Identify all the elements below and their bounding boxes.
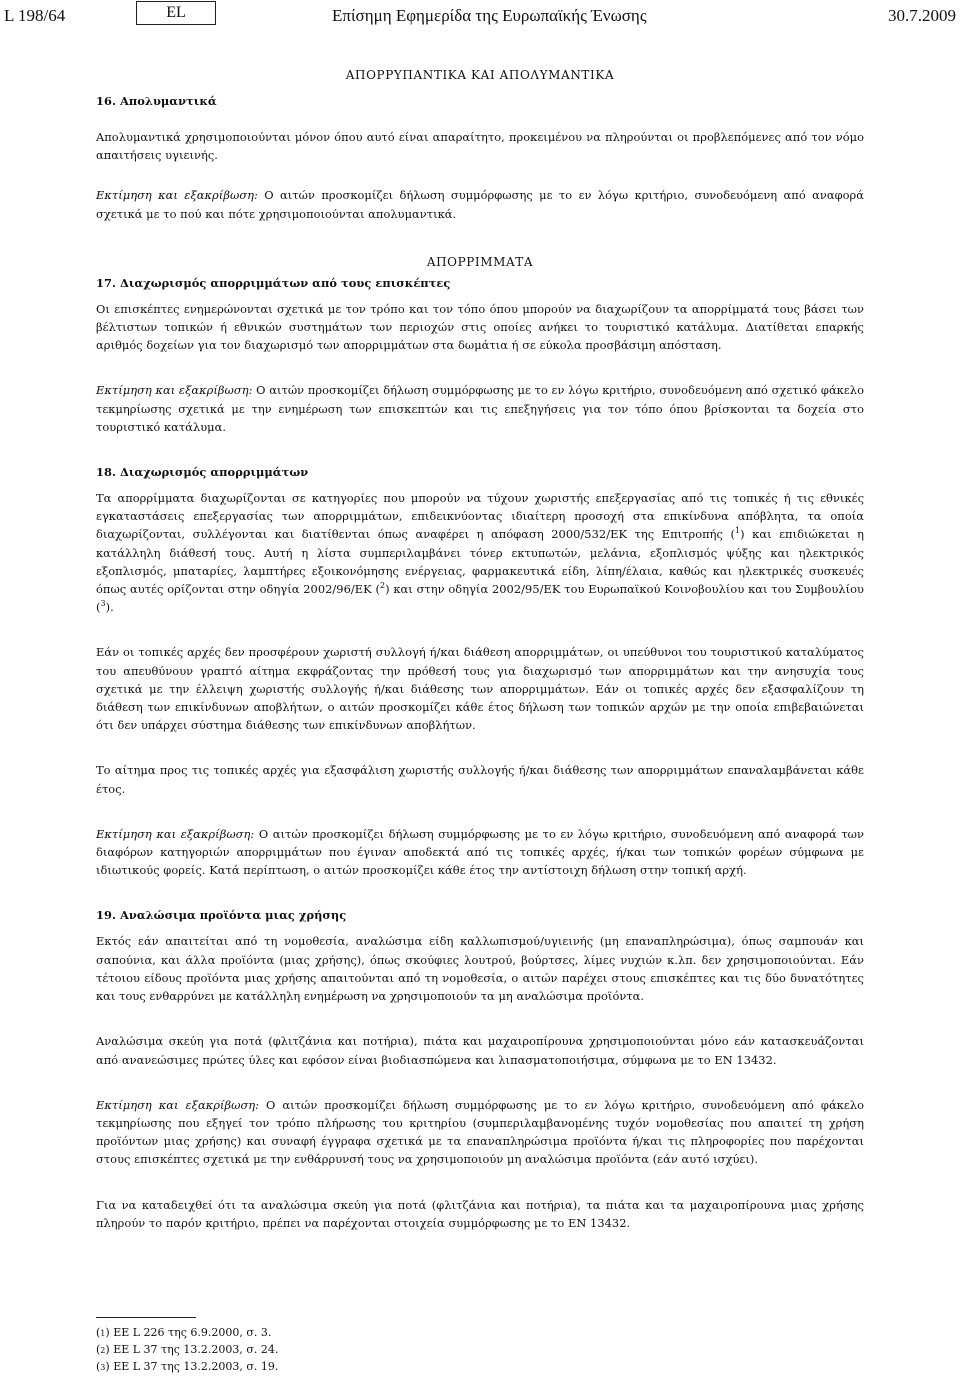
assessment-label: Εκτίμηση και εξακρίβωση: [96,383,253,398]
section-18-paragraph-3: Το αίτημα προς τις τοπικές αρχές για εξασφάλιση χωριστής συλλογής ή/και διάθεσης των απορριμμάτων επαναλαμβάνεται κάθε έτος. [96,763,864,796]
assessment-label: Εκτίμηση και εξακρίβωση: [96,826,255,841]
section-16-assessment [96,186,864,222]
section-18-title: 18. Διαχωρισμός απορριμμάτων [96,465,309,480]
paragraph-text: ) και στην οδηγία 2002/95/ΕΚ του Ευρωπαϊκού Κοινοβουλίου και του Συμβουλίου ( [96,582,864,615]
section-heading-detergents: ΑΠΟΡΡΥΠΑΝΤΙΚΑ ΚΑΙ ΑΠΟΛΥΜΑΝΤΙΚΑ [345,68,615,82]
footnote-divider [96,1317,196,1318]
section-17-assessment [96,381,864,436]
section-19-title: 19. Αναλώσιμα προϊόντα μιας χρήσης [96,908,347,923]
language-code-box: EL [136,1,216,25]
section-heading-waste: ΑΠΟΡΡΙΜΜΑΤΑ [426,254,534,269]
section-16-title: 16. Απολυμαντικά [96,94,217,108]
section-18-assessment [96,825,864,880]
assessment-label: Εκτίμηση και εξακρίβωση: [96,188,258,203]
section-19-paragraph-3: Για να καταδειχθεί ότι τα αναλώσιμα σκεύη για ποτά (φλιτζάνια και ποτήρια), τα πιάτα και τα μαχαιροπίρουνα μιας χρήσης πληρούν το παρόν κριτήριο, πρέπει να παρέχονται στοιχεία συμμόρφωσης με το ΕΝ 13432. [96,1197,864,1230]
paragraph-text: ). [105,600,114,615]
section-19-assessment [96,1096,864,1169]
footnote-ref-1: 1 [735,526,741,536]
section-17-title: 17. Διαχωρισμός απορριμμάτων από τους επισκέπτες [96,275,451,290]
footnote-3: ( 3 ) ΕΕ L 37 της 13.2.2003, σ. 19. [96,1360,279,1373]
footnote-1: ( 1 ) ΕΕ L 226 της 6.9.2000, σ. 3. [96,1326,272,1339]
section-19-paragraph-1: Εκτός εάν απαιτείται από τη νομοθεσία, αναλώσιμα είδη καλλωπισμού/υγιεινής (μη επαναπληρώσιμα), όπως σαμπουάν και σαπούνια, και άλλα προϊόντα (μιας χρήσης), όπως σκούφιες λουτρού, βούρτσες, λίμες νυχιών κ.λπ. δεν χρησιμοποιούνται. Εάν τέτοιου είδους προϊόντα μιας χρήσης απαιτούνται από τη νομοθεσία, ο αιτών παρέχει στους επισκέπτες και τις δύο δυνατότητες και τους ενθαρρύνει με κατάλληλη ενημέρωση να χρησιμοποιούν τα μη αναλώσιμα προϊόντα. [96,934,864,1004]
section-18-paragraph-1 [96,489,864,616]
assessment-label: Εκτίμηση και εξακρίβωση: [96,1097,260,1112]
footnotes [96,1317,496,1375]
assessment-text: Ο αιτών προσκομίζει δήλωση συμμόρφωσης με το εν λόγω κριτήριο, συνοδευόμενη από σχετικό φάκελο τεκμηρίωσης σχετικά με την ενημέρωση των επισκεπτών και τις επεξηγήσεις για τον τόπο όπου βρίσκονται τα δοχεία στο τουριστικό κατάλυμα. [96,383,864,434]
section-16-paragraph: Απολυμαντικά χρησιμοποιούνται μόνον όπου αυτό είναι απαραίτητο, προκειμένου να πληρούνται οι προβλεπόμενες από τον νόμο απαιτήσεις υγιεινής. [96,130,864,163]
footnote-ref-3: 3 [100,599,106,609]
assessment-text: Ο αιτών προσκομίζει δήλωση συμμόρφωσης με το εν λόγω κριτήριο, συνοδευόμενη από αναφορά σχετικά με το πού και πότε χρησιμοποιούνται απολυμαντικά. [96,188,864,221]
paragraph-text: Τα απορρίμματα διαχωρίζονται σε κατηγορίες που μπορούν να τύχουν χωριστής επεξεργασίας από τις τοπικές ή τις εθνικές εγκαταστάσεις επεξεργασίας των απορριμμάτων, επιδεικνύοντας ιδιαίτερη προσοχή στα επικίνδυνα απόβλητα, τα οποία διαχωρίζονται, συλλέγονται και διατίθενται όπως αναφέρει η απόφαση 2000/532/ΕΚ της Επιτροπής ( [96,491,864,542]
footnote-text: ΕΕ L 226 της 6.9.2000, σ. 3. [113,1326,272,1339]
section-17-paragraph: Οι επισκέπτες ενημερώνονται σχετικά με τον τρόπο και τον τόπο όπου μπορούν να διαχωρίζουν τα απορρίμματά τους βάσει των βέλτιστων τοπικών ή εθνικών συστημάτων των περιοχών στις οποίες ανήκει το τουριστικό κατάλυμα. Διατίθεται επαρκής αριθμός δοχείων για τον διαχωρισμό των απορριμμάτων στα δωμάτια ή σε εύκολα προσβάσιμη απόσταση. [96,301,864,353]
journal-title: Επίσημη Εφημερίδα της Ευρωπαϊκής Ένωσης [332,6,647,25]
section-18-paragraph-2: Εάν οι τοπικές αρχές δεν προσφέρουν χωριστή συλλογή ή/και διάθεση απορριμμάτων, οι υπεύθυνοι του τουριστικού καταλύματος του απευθύνουν γραπτό αίτημα εκφράζοντας την πρόθεσή τους για διαχωρισμό των απορριμμάτων και την ανησυχία τους σχετικά με την έλλειψη χωριστής συλλογής ή/και διάθεσης των απορριμμάτων. Εάν οι τοπικές αρχές δεν εξασφαλίζουν τη διάθεση των επικίνδυνων αποβλήτων, ο αιτών προσκομίζει κάθε έτος δήλωση των τοπικών αρχών με την οποία επιβεβαιώνεται ότι δεν υπάρχει σύστημα διάθεσης των επικίνδυνων αποβλήτων. [96,645,864,733]
footnote-text: ΕΕ L 37 της 13.2.2003, σ. 19. [113,1360,279,1373]
page-reference: L 198/64 [4,6,66,25]
paragraph-text: ) και επιδιώκεται η κατάλληλη διάθεσή τους. Αυτή η λίστα συμπεριλαμβάνει τόνερ εκτυπωτών, μελάνια, εξοπλισμός ψύξης και ηλεκτρικός εξοπλισμός, μπαταρίες, λαμπτήρες εξοικονόμησης ενέργειας, φαρμακευτικά είδη, λίπη/έλαια, καθώς και ηλεκτρικές συσκευές όπως αυτές ορίζονται στην οδηγία 2002/96/ΕΚ ( [96,527,865,597]
assessment-text: Ο αιτών προσκομίζει δήλωση συμμόρφωσης με το εν λόγω κριτήριο, συνοδευόμενη από αναφορά των διαφόρων κατηγοριών απορριμμάτων που έγιναν αποδεκτά από τις τοπικές αρχές, ή/και των τοπικών φορέων σύμφωνα με ιδιωτικούς φορείς. Κατά περίπτωση, ο αιτών προσκομίζει κάθε έτος την αντίστοιχη δήλωση στην τοπική αρχή. [96,826,864,878]
page-header [0,0,960,30]
document-body [96,66,864,1232]
footnote-text: ΕΕ L 37 της 13.2.2003, σ. 24. [113,1343,279,1356]
footnote-ref-2: 2 [379,581,386,591]
assessment-text: Ο αιτών προσκομίζει δήλωση συμμόρφωσης με το εν λόγω κριτήριο, συνοδευόμενη από φάκελο τεκμηρίωσης που εξηγεί τον τρόπο πλήρωσης του κριτηρίου (συμπεριλαμβανομένης τυχόν νομοθεσίας που απαιτεί τη χρήση προϊόντων μιας χρήσης) και συναφή έγγραφα σχετικά με τα επαναπληρώσιμα προϊόντα ή/και τις πληροφορίες που παρέχονται στους επισκέπτες σχετικά με την ενθάρρυνσή τους να χρησιμοποιούν μη αναλώσιμα προϊόντα (εάν αυτό ισχύει). [96,1097,864,1167]
section-19-paragraph-2: Αναλώσιμα σκεύη για ποτά (φλιτζάνια και ποτήρια), πιάτα και μαχαιροπίρουνα χρησιμοποιούνται μόνο εάν κατασκευάζονται από ανανεώσιμες πρώτες ύλες και εφόσον είναι βιοδιασπώμενα και λιπασματοποιήσιμα, σύμφωνα με το ΕΝ 13432. [96,1034,864,1067]
footnote-2: ( 2 ) ΕΕ L 37 της 13.2.2003, σ. 24. [96,1343,279,1356]
publication-date: 30.7.2009 [888,6,956,25]
